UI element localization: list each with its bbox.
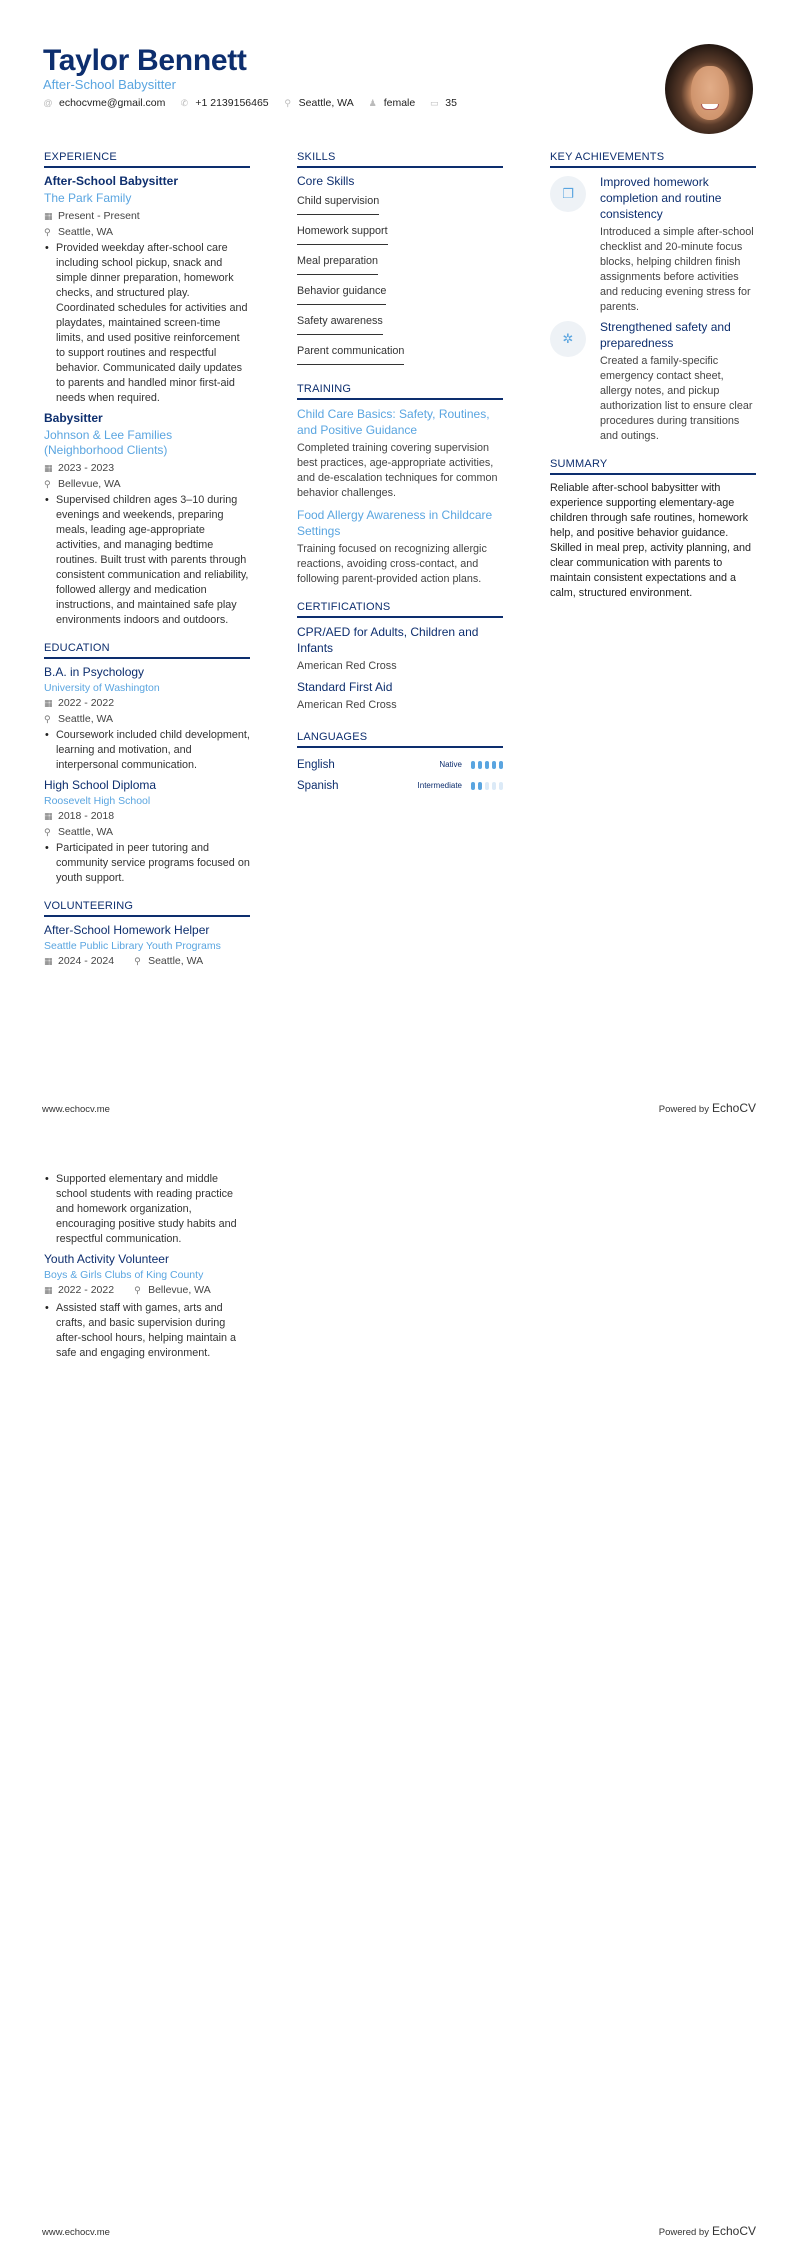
experience-entry: [44, 411, 250, 628]
candidate-title: After-School Babysitter: [43, 77, 176, 92]
entry-org: The Park Family: [44, 191, 132, 205]
calendar-icon: ▦: [44, 1285, 53, 1295]
entry-dates: ▦ Present - Present: [44, 210, 140, 222]
achievement-item: [550, 174, 756, 315]
entry-dates: ▦ 2018 - 2018: [44, 810, 115, 822]
location-pin-icon: ⚲: [284, 97, 291, 108]
skill-item: Child supervision: [297, 194, 379, 215]
entry-location: ⚲ Seattle, WA: [44, 826, 114, 838]
section-title-experience: EXPERIENCE: [44, 151, 250, 168]
calendar-icon: ▭: [429, 97, 439, 108]
entry-org: Seattle Public Library Youth Programs: [44, 940, 221, 952]
proficiency-dots: [468, 761, 503, 769]
powered-by: Powered by EchoCV: [658, 1101, 756, 1115]
skill-item: Meal preparation: [297, 254, 378, 275]
section-title-skills: SKILLS: [297, 151, 503, 168]
contact-phone[interactable]: [179, 97, 268, 109]
entry-dates: ▦ 2023 - 2023: [44, 462, 115, 474]
volunteering-entry: [44, 923, 250, 969]
entry-bullets: [44, 493, 250, 628]
entry-dates: ▦ 2022 - 2022: [44, 697, 115, 709]
contact-row: [43, 97, 471, 109]
calendar-icon: ▦: [44, 463, 53, 473]
clipboard-icon: ❐: [550, 176, 586, 212]
page-footer: [42, 2224, 756, 2238]
entry-bullets: [44, 841, 250, 886]
section-title-education: EDUCATION: [44, 642, 250, 659]
location-pin-icon: ⚲: [134, 1285, 141, 1295]
bullet: • Provided weekday after-school care including school pickup, snack and simple dinner preparation, homework checks, and structured play. Coordinated schedules for activities and playdates, maintained screen-time limits, and used positive reinforcement to support routines and respectful behavior. Communicated daily updates to parents and handled minor first-aid needs when required.: [44, 241, 250, 406]
section-title-achievements: KEY ACHIEVEMENTS: [550, 151, 756, 168]
certification-issuer: American Red Cross: [297, 699, 397, 711]
phone-value: +1 2139156465: [195, 97, 269, 109]
location-pin-icon: ⚲: [44, 714, 51, 724]
entry-bullets: [44, 728, 250, 773]
entry-bullets: [44, 1172, 250, 1247]
entry-location: ⚲ Bellevue, WA: [44, 478, 121, 490]
training-desc: Training focused on recognizing allergic reactions, avoiding cross-contact, and following parent-provided action plans.: [297, 543, 487, 585]
achievement-desc: Created a family-specific emergency contact sheet, allergy notes, and pickup authorization list to ensure clear procedures during transitions and outings.: [600, 355, 753, 442]
phone-icon: ✆: [180, 97, 189, 108]
left-column: [44, 151, 250, 969]
middle-column: [297, 151, 503, 796]
section-title-volunteering: VOLUNTEERING: [44, 900, 250, 917]
language-name: Spanish: [297, 779, 339, 792]
education-entry: [44, 665, 250, 773]
entry-bullets: [44, 241, 250, 406]
achievement-title: Strengthened safety and preparedness: [600, 320, 731, 350]
entry-degree: B.A. in Psychology: [44, 665, 145, 679]
entry-school: University of Washington: [44, 682, 160, 694]
contact-gender: [368, 97, 416, 109]
calendar-icon: ▦: [44, 956, 53, 966]
location-pin-icon: ⚲: [44, 479, 51, 489]
entry-role: Youth Activity Volunteer: [44, 1252, 169, 1266]
skill-group-title: Core Skills: [297, 174, 355, 188]
contact-location: [283, 97, 354, 109]
experience-entry: [44, 174, 250, 406]
entry-location: ⚲ Seattle, WA: [44, 226, 114, 238]
bullet: • Assisted staff with games, arts and crafts, and basic supervision during after-school hours, helping maintain a safe and engaging environment.: [44, 1301, 250, 1361]
location-pin-icon: ⚲: [44, 827, 51, 837]
achievement-item: [550, 319, 756, 444]
entry-school: Roosevelt High School: [44, 795, 151, 807]
page-footer: [42, 1101, 756, 1115]
powered-by: Powered by EchoCV: [658, 2224, 756, 2238]
entry-dates-location: ▦ 2024 - 2024 ⚲ Seattle, WA: [44, 955, 204, 967]
entry-location: ⚲ Seattle, WA: [44, 713, 114, 725]
summary-text: Reliable after-school babysitter with experience supporting elementary-age children through safe routines, homework help, and positive behavior guidance. Skilled in meal prep, activity planning, and clear communication with parents to maintain consistent expectations and a calm, structured environment.: [550, 482, 752, 599]
entry-role: After-School Babysitter: [44, 174, 179, 188]
training-name: Food Allergy Awareness in Childcare Settings: [297, 508, 493, 538]
language-row: [297, 775, 503, 796]
email-value: echocvme@gmail.com: [59, 97, 166, 109]
shield-cross-icon: ✲: [550, 321, 586, 357]
location-value: Seattle, WA: [298, 97, 354, 109]
bullet: • Coursework included child development, learning and motivation, and interpersonal communication.: [44, 728, 250, 773]
entry-bullets: [44, 1301, 250, 1361]
achievement-title: Improved homework completion and routine consistency: [600, 175, 722, 221]
training-name: Child Care Basics: Safety, Routines, and Positive Guidance: [297, 407, 490, 437]
entry-org: Johnson & Lee Families (Neighborhood Clients): [44, 428, 173, 457]
proficiency-dots: [468, 782, 503, 790]
entry-role: Babysitter: [44, 411, 103, 425]
entry-dates-location: ▦ 2022 - 2022 ⚲ Bellevue, WA: [44, 1284, 211, 1296]
location-pin-icon: ⚲: [44, 227, 51, 237]
gender-value: female: [383, 97, 416, 109]
right-column: [550, 151, 756, 601]
location-pin-icon: ⚲: [134, 956, 141, 966]
certification-name: CPR/AED for Adults, Children and Infants: [297, 625, 479, 655]
skill-item: Homework support: [297, 224, 388, 245]
skill-item: Parent communication: [297, 344, 404, 365]
left-column-continued: [44, 1171, 250, 1366]
contact-email[interactable]: [43, 97, 165, 109]
bullet: • Supervised children ages 3–10 during evenings and weekends, preparing meals, leading age-appropriate activities, and managing bedtime routines. Built trust with parents through consistent communication and reliability, followed allergy and medication instructions, and maintained safe play environments indoors and outdoors.: [44, 493, 250, 628]
bullet: • Supported elementary and middle school students with reading practice and homework organization, encouraging positive study habits and respectful communication.: [44, 1172, 250, 1247]
volunteering-entry: [44, 1252, 250, 1361]
certification-name: Standard First Aid: [297, 680, 393, 694]
age-value: 35: [445, 97, 457, 109]
language-row: [297, 754, 503, 775]
candidate-name: Taylor Bennett: [43, 44, 247, 77]
person-icon: ♟: [368, 97, 377, 108]
brand-logo: EchoCV: [711, 1101, 756, 1115]
contact-age: [429, 97, 457, 109]
avatar: [665, 44, 753, 134]
calendar-icon: ▦: [44, 211, 53, 221]
resume-page-2: [0, 1123, 794, 2246]
section-title-training: TRAINING: [297, 383, 503, 400]
achievement-desc: Introduced a simple after-school checklist and 20-minute focus blocks, helping children finish assignments before activities and reducing evening stress for parents.: [600, 226, 754, 313]
avatar-face: [691, 66, 729, 120]
education-entry: [44, 778, 250, 886]
section-title-summary: SUMMARY: [550, 458, 756, 475]
footer-url[interactable]: www.echocv.me: [42, 2227, 110, 2238]
calendar-icon: ▦: [44, 811, 53, 821]
entry-org: Boys & Girls Clubs of King County: [44, 1269, 204, 1281]
brand-logo: EchoCV: [711, 2224, 756, 2238]
entry-role: After-School Homework Helper: [44, 923, 210, 937]
section-title-languages: LANGUAGES: [297, 731, 503, 748]
section-title-certifications: CERTIFICATIONS: [297, 601, 503, 618]
certification-issuer: American Red Cross: [297, 660, 397, 672]
skill-item: Behavior guidance: [297, 284, 386, 305]
bullet: • Participated in peer tutoring and community service programs focused on youth support.: [44, 841, 250, 886]
skill-item: Safety awareness: [297, 314, 383, 335]
calendar-icon: ▦: [44, 698, 53, 708]
language-name: English: [297, 758, 335, 771]
at-icon: @: [43, 98, 53, 108]
entry-degree: High School Diploma: [44, 778, 157, 792]
footer-url[interactable]: www.echocv.me: [42, 1104, 110, 1115]
language-level: Native: [439, 760, 462, 769]
language-level: Intermediate: [417, 781, 462, 790]
training-desc: Completed training covering supervision best practices, age-appropriate activities, and de-escalation techniques for common behavior challenges.: [297, 442, 498, 499]
